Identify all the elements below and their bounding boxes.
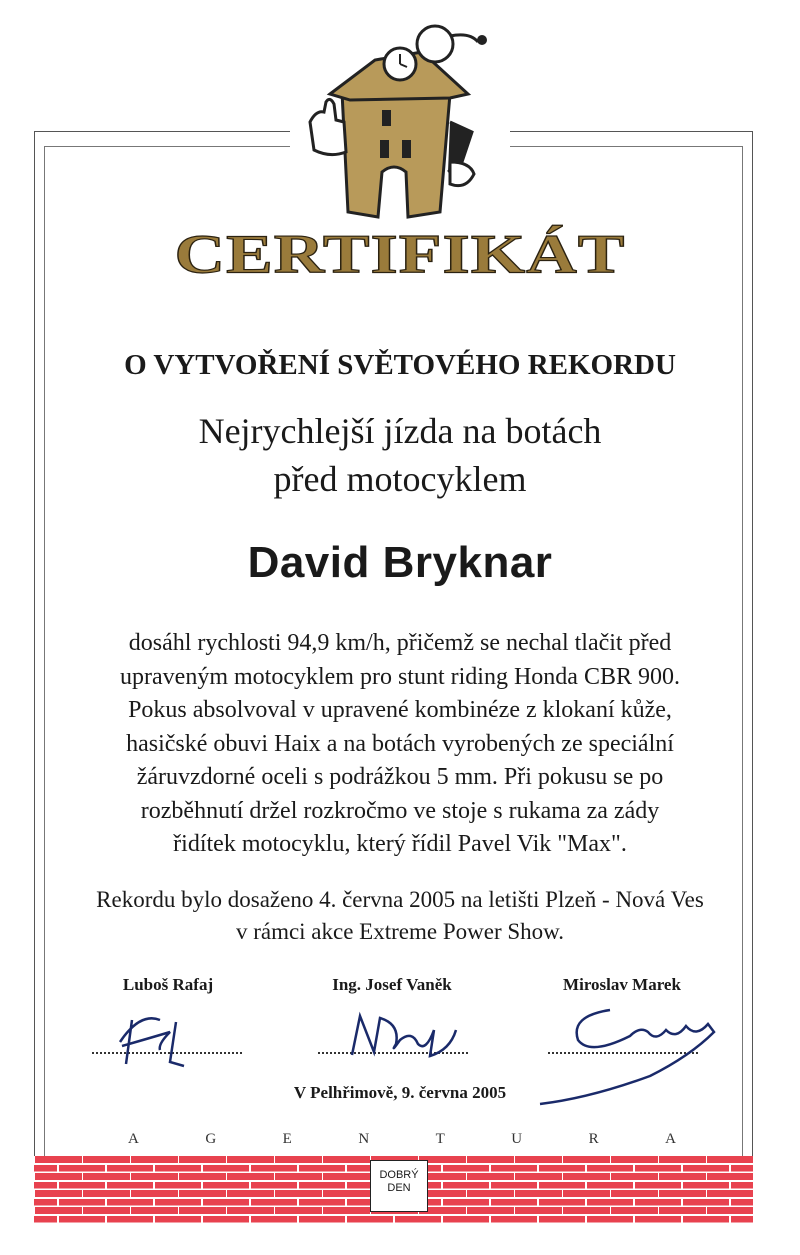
signatory-1 <box>68 975 268 995</box>
record-holder-name: David Bryknar <box>247 538 553 587</box>
agency-letter: E <box>282 1131 292 1147</box>
achievement-line: v rámci akce Extreme Power Show. <box>235 919 565 944</box>
certificate-subtitle: O VYTVOŘENÍ SVĚTOVÉHO REKORDU <box>124 349 676 381</box>
achievement-statement <box>40 884 760 948</box>
signatory-name: Ing. Josef Vaněk <box>332 975 452 994</box>
signature-vanek <box>330 1000 470 1070</box>
agency-letter: G <box>205 1131 217 1147</box>
agency-letter: T <box>435 1131 445 1147</box>
agency-letter: N <box>358 1131 370 1147</box>
agency-letter: A <box>128 1131 139 1147</box>
agency-letter: A <box>665 1131 676 1147</box>
logo-text: DEN <box>387 1182 411 1194</box>
description-line: upraveným motocyklem pro stunt riding Honda CBR 900. <box>120 663 680 690</box>
record-name-line: před motocyklem <box>273 459 527 499</box>
logo-text: DOBRÝ <box>379 1169 419 1181</box>
agency-label <box>128 1131 676 1148</box>
signatory-name: Miroslav Marek <box>563 975 681 994</box>
description-line: hasičské obuvi Haix a na botách vyrobených ze speciální <box>126 730 674 757</box>
description-line: rozběhnutí držel rozkročmo ve stoje s rukama za zády <box>140 797 660 824</box>
signatory-3 <box>522 975 722 995</box>
house-mascot-logo <box>290 12 510 232</box>
agency-letter: U <box>511 1131 523 1147</box>
record-name-line: Nejrychlejší jízda na botách <box>198 411 602 451</box>
certificate-title: CERTIFIKÁT <box>174 224 626 285</box>
record-name <box>0 407 800 503</box>
agency-letter: R <box>588 1131 599 1147</box>
dobry-den-logo <box>370 1160 428 1212</box>
description-line: žáruvzdorné oceli s podrážkou 5 mm. Při pokusu se po <box>136 764 664 790</box>
signatory-name: Luboš Rafaj <box>122 975 214 994</box>
achievement-line: Rekordu bylo dosaženo 4. června 2005 na letišti Plzeň - Nová Ves <box>96 887 704 912</box>
description-line: řidítek motocyklu, který řídil Pavel Vik "Max". <box>173 831 627 857</box>
signature-rafaj <box>100 1002 210 1072</box>
record-description <box>40 627 760 862</box>
signatory-2 <box>292 975 492 995</box>
place-and-date: V Pelhřimově, 9. června 2005 <box>293 1083 507 1102</box>
description-line: Pokus absolvoval v upravené kombinéze z klokaní kůže, <box>128 697 672 723</box>
description-line: dosáhl rychlosti 94,9 km/h, přičemž se nechal tlačit před <box>128 630 672 656</box>
